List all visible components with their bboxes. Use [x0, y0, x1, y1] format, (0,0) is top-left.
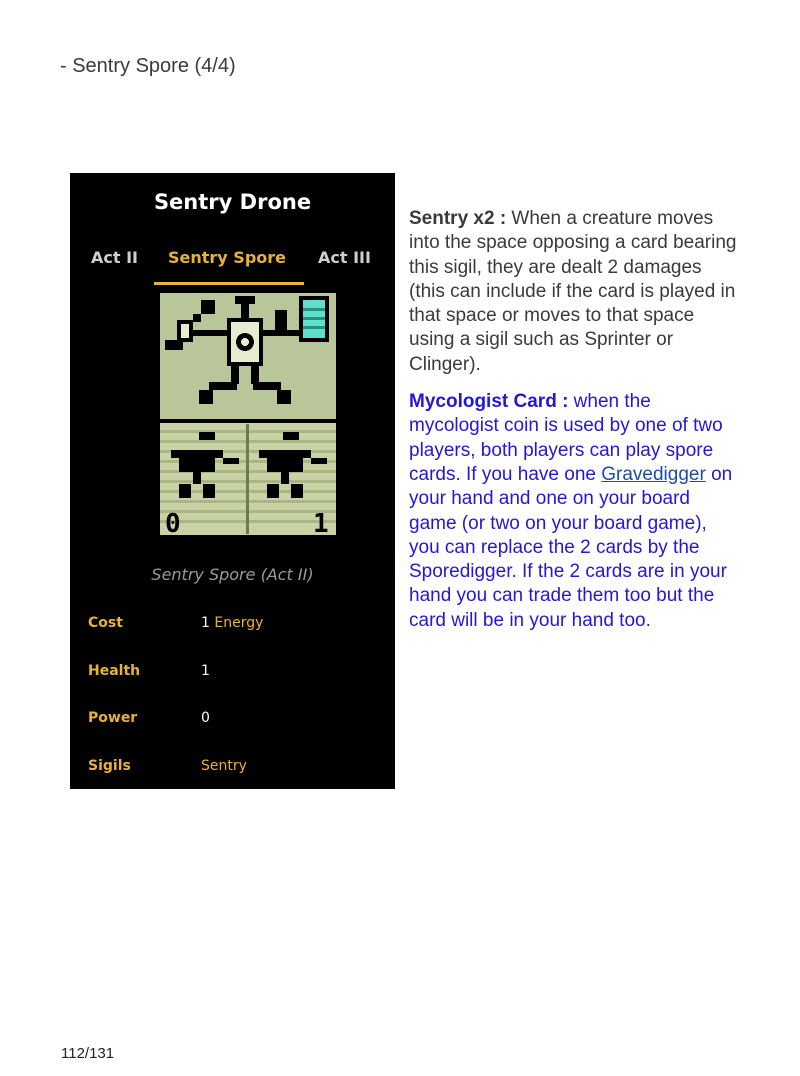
- mycologist-text-2: on your hand and one on your board game (or two on your board game), you can replace the 2 cards by the Sporedigger. If the 2 cards are in your hand you can trade them too but the card will be in your hand too.: [409, 463, 733, 631]
- section-heading: - Sentry Spore (4/4): [60, 55, 236, 77]
- stat-cost-value: [201, 615, 263, 631]
- stat-sigils-value[interactable]: Sentry: [201, 758, 247, 774]
- stat-sigils-label: Sigils: [88, 758, 131, 774]
- stat-cost-label: Cost: [88, 615, 123, 631]
- tab-sentry-spore[interactable]: Sentry Spore: [168, 248, 287, 267]
- card-art-left-number: 0: [165, 509, 181, 538]
- stat-power-label: Power: [88, 710, 138, 726]
- card-title: Sentry Drone: [153, 190, 312, 214]
- stat-power-value: 0: [201, 710, 210, 726]
- sentry-paragraph: [409, 207, 739, 377]
- stat-health-label: Health: [88, 663, 141, 679]
- active-tab-indicator: [154, 282, 304, 285]
- mycologist-title: Mycologist Card :: [409, 391, 569, 413]
- sentry-text: When a creature moves into the space opposing a card bearing this sigil, they are dealt 2 damages (this can include if the card is played in that space or moves to that space using a sigil such as Sprinter or Clinger).: [409, 208, 737, 375]
- card-tabs: [70, 248, 395, 284]
- page-number: 112/131: [61, 1045, 115, 1062]
- mycologist-paragraph: [409, 390, 739, 633]
- mycologist-text-1: when the mycologist coin is used by one of two players, both players can play spore cards. If you have one: [409, 391, 723, 485]
- description-column: [409, 207, 739, 633]
- tab-act-ii[interactable]: Act II: [91, 248, 138, 267]
- tab-act-iii[interactable]: Act III: [318, 248, 371, 267]
- card-art-image: [157, 290, 339, 538]
- card-art-right-number: 1: [313, 509, 329, 538]
- sentry-title: Sentry x2 :: [409, 208, 507, 229]
- cost-number: 1: [201, 615, 210, 631]
- stat-health-value: 1: [201, 663, 210, 679]
- cost-unit[interactable]: Energy: [214, 615, 264, 631]
- card-infobox: [70, 173, 395, 789]
- card-caption: Sentry Spore (Act II): [151, 565, 314, 584]
- gravedigger-link[interactable]: Gravedigger: [601, 463, 706, 485]
